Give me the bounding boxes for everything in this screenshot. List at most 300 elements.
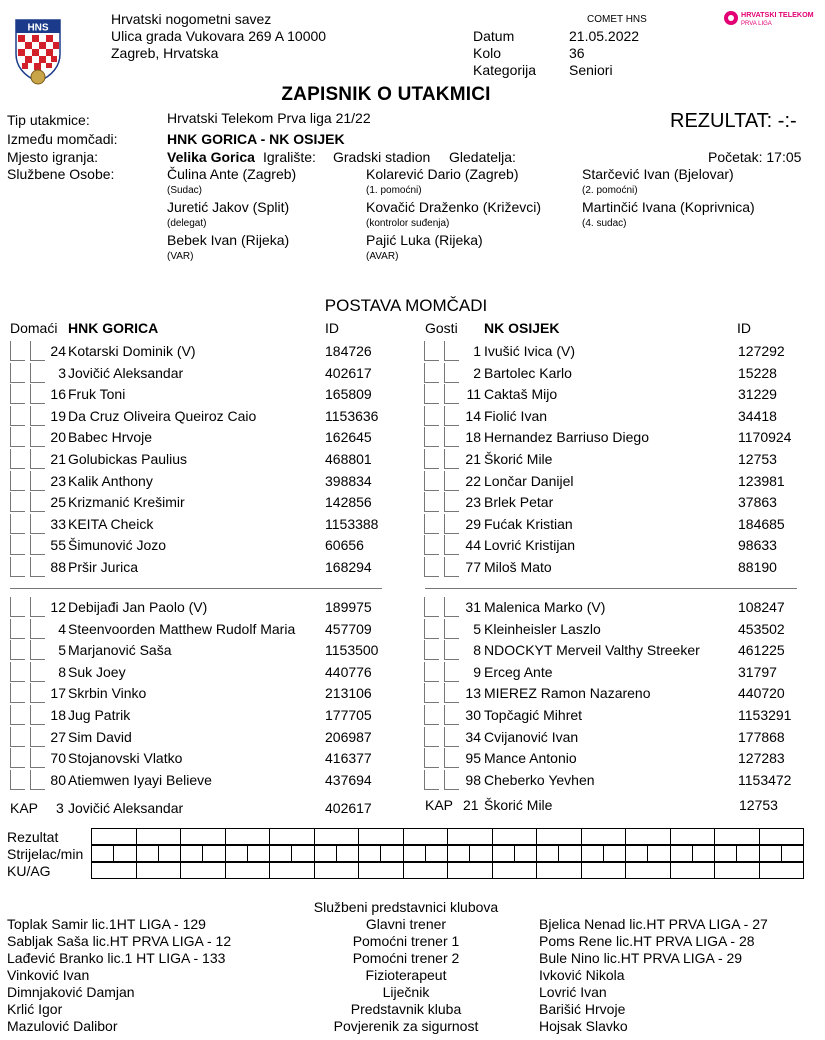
player-name: Sim David — [68, 728, 132, 745]
checkbox[interactable] — [424, 557, 439, 577]
grid-cell — [737, 846, 759, 862]
player-number: 20 — [50, 429, 66, 446]
player-name: Fruk Toni — [68, 386, 126, 403]
kolo-value: 36 — [569, 45, 585, 61]
checkbox[interactable] — [444, 535, 459, 555]
ht-logo-text-2: PRVA LIGA — [741, 21, 772, 27]
player-number: 3 — [58, 364, 66, 381]
checkbox[interactable] — [10, 770, 25, 790]
player-name: Erceg Ante — [484, 663, 553, 680]
grid-cell — [181, 829, 226, 845]
pocetak-value: 17:05 — [766, 149, 802, 165]
rep-role: Povjerenik za sigurnost — [333, 1018, 479, 1034]
player-id: 1153500 — [325, 642, 379, 659]
grid-cell — [448, 829, 493, 845]
pocetak-label: Početak: — [708, 149, 763, 165]
checkbox[interactable] — [424, 683, 439, 703]
grid-cell — [626, 863, 671, 879]
official-name: Pajić Luka (Rijeka) — [366, 232, 483, 248]
away-kap-id: 12753 — [739, 797, 778, 813]
grid-cell — [514, 846, 536, 862]
player-name: Miloš Mato — [484, 559, 552, 575]
player-name: Mance Antonio — [484, 750, 577, 767]
player-id: 206987 — [325, 728, 372, 745]
checkbox[interactable] — [444, 727, 459, 747]
player-number: 31 — [465, 599, 481, 615]
checkbox[interactable] — [424, 427, 439, 447]
away-rep: Poms Rene lic.HT PRVA LIGA - 28 — [539, 933, 755, 949]
player-id: 402617 — [325, 364, 372, 381]
gledatelja-label: Gledatelja: — [449, 149, 516, 165]
grid-label-kuag: KU/AG — [7, 863, 51, 879]
away-team-name: NK OSIJEK — [484, 320, 560, 336]
player-id: 123981 — [738, 472, 785, 489]
player-name: Škorić Mile — [484, 451, 553, 467]
player-number: 8 — [58, 663, 66, 680]
checkbox[interactable] — [30, 619, 45, 639]
checkbox[interactable] — [10, 341, 25, 361]
checkbox[interactable] — [30, 384, 45, 404]
player-name: Kleinheisler Laszlo — [484, 620, 601, 637]
home-rep: Krlić Igor — [7, 1001, 63, 1017]
checkbox[interactable] — [30, 535, 45, 555]
checkbox[interactable] — [10, 471, 25, 491]
grid-label-rezultat: Rezultat — [7, 829, 59, 845]
checkbox[interactable] — [444, 683, 459, 703]
official-role: (2. pomoćni) — [582, 185, 638, 196]
player-id: 184685 — [738, 515, 785, 532]
grid-cell — [492, 846, 514, 862]
player-id: 398834 — [325, 472, 372, 489]
ht-prva-liga-logo — [722, 6, 818, 32]
player-name: Fućak Kristian — [484, 515, 573, 532]
checkbox[interactable] — [444, 662, 459, 682]
club-reps-title: Službeni predstavnici klubova — [313, 899, 499, 915]
grid-cell — [225, 846, 247, 862]
player-name: Krizmanić Krešimir — [68, 494, 185, 511]
checkbox[interactable] — [444, 640, 459, 660]
home-kap-num: 3 — [56, 800, 64, 816]
checkbox[interactable] — [10, 427, 25, 447]
postava-title: POSTAVA MOMČADI — [324, 296, 488, 315]
grid-cell — [270, 846, 292, 862]
grid-cell — [270, 829, 315, 845]
player-id: 88190 — [738, 559, 777, 575]
grid-cell — [314, 863, 359, 879]
grid-cell — [492, 829, 537, 845]
org-name: Hrvatski nogometni savez — [111, 11, 272, 27]
player-number: 27 — [50, 728, 66, 745]
player-id: 461225 — [738, 642, 785, 659]
checkbox[interactable] — [424, 662, 439, 682]
player-name: KEITA Cheick — [68, 515, 154, 532]
checkbox[interactable] — [10, 514, 25, 534]
rezultat-value: -:- — [777, 110, 797, 132]
result-grid-row3 — [91, 862, 804, 879]
player-id: 437694 — [325, 771, 372, 788]
kolo-label: Kolo — [473, 45, 502, 61]
player-number: 95 — [465, 750, 481, 767]
crest-text: HNS — [27, 22, 49, 34]
checkbox[interactable] — [30, 492, 45, 512]
checkbox[interactable] — [424, 748, 439, 768]
grid-cell — [603, 846, 625, 862]
checkbox[interactable] — [10, 492, 25, 512]
player-name: Skrbin Vinko — [68, 685, 147, 702]
checkbox[interactable] — [444, 384, 459, 404]
official-name: Starčević Ivan (Bjelovar) — [582, 166, 734, 182]
home-kap-id: 402617 — [325, 800, 372, 816]
checkbox[interactable] — [10, 449, 25, 469]
player-id: 468801 — [325, 451, 372, 467]
grid-cell — [92, 846, 114, 862]
player-name: Kotarski Dominik (V) — [68, 343, 196, 359]
checkbox[interactable] — [30, 748, 45, 768]
player-id: 213106 — [325, 685, 372, 702]
player-number: 88 — [50, 559, 66, 575]
hns-crest-logo — [14, 14, 62, 86]
away-side-label: Gosti — [425, 320, 458, 336]
home-rep: Mazulović Dalibor — [7, 1018, 118, 1034]
player-name: Jovičić Aleksandar — [68, 364, 184, 381]
home-rep: Toplak Samir lic.1HT LIGA - 129 — [7, 916, 206, 932]
checkbox[interactable] — [10, 597, 25, 617]
player-name: Cheberko Yevhen — [484, 771, 595, 788]
player-number: 22 — [465, 472, 481, 489]
player-number: 4 — [58, 620, 66, 637]
grid-cell — [381, 846, 403, 862]
player-name: Lončar Danijel — [484, 472, 574, 489]
player-number: 33 — [50, 515, 66, 532]
home-kap-label: KAP — [10, 800, 39, 816]
player-id: 168294 — [325, 559, 372, 575]
checkbox[interactable] — [424, 384, 439, 404]
player-id: 416377 — [325, 750, 372, 767]
player-id: 15228 — [738, 364, 777, 381]
checkbox[interactable] — [444, 406, 459, 426]
player-id: 1153388 — [325, 515, 379, 532]
grid-cell — [225, 829, 270, 845]
away-rep: Hojsak Slavko — [539, 1018, 628, 1034]
checkbox[interactable] — [10, 683, 25, 703]
home-side-label: Domaći — [10, 320, 58, 336]
grid-cell — [136, 863, 181, 879]
checkbox[interactable] — [30, 427, 45, 447]
checkbox[interactable] — [30, 471, 45, 491]
checkbox[interactable] — [30, 406, 45, 426]
grid-cell — [92, 863, 137, 879]
player-number: 9 — [473, 663, 481, 680]
mjesto-label: Mjesto igranja: — [7, 149, 99, 165]
checkbox[interactable] — [10, 640, 25, 660]
player-number: 98 — [465, 771, 481, 788]
grid-cell — [470, 846, 492, 862]
grid-cell — [92, 829, 137, 845]
player-number: 55 — [50, 537, 66, 554]
grid-cell — [670, 829, 715, 845]
checkbox[interactable] — [10, 384, 25, 404]
player-number: 80 — [50, 771, 66, 788]
checkbox[interactable] — [10, 662, 25, 682]
player-name: Cvijanović Ivan — [484, 728, 579, 745]
rep-role: Pomoćni trener 1 — [352, 933, 460, 949]
player-id: 127283 — [738, 750, 785, 767]
grid-cell — [225, 863, 270, 879]
player-number: 17 — [50, 685, 66, 702]
grid-cell — [448, 846, 470, 862]
checkbox[interactable] — [424, 640, 439, 660]
sluzbene-label: Službene Osobe: — [7, 166, 115, 182]
player-number: 8 — [473, 642, 481, 659]
grid-cell — [203, 846, 225, 862]
player-id: 457709 — [325, 620, 372, 637]
checkbox[interactable] — [424, 705, 439, 725]
away-rep: Bjelica Nenad lic.HT PRVA LIGA - 27 — [539, 916, 768, 932]
player-number: 1 — [473, 343, 481, 359]
player-name: Malenica Marko (V) — [484, 599, 606, 615]
mjesto-value: Velika Gorica — [167, 149, 255, 165]
player-id: 108247 — [738, 599, 785, 615]
checkbox[interactable] — [444, 449, 459, 469]
checkbox[interactable] — [10, 406, 25, 426]
player-id: 1153291 — [738, 707, 792, 723]
player-name: Ivušić Ivica (V) — [484, 343, 576, 359]
checkbox[interactable] — [30, 683, 45, 703]
org-address: Ulica grada Vukovara 269 A 10000 — [111, 28, 327, 44]
checkbox[interactable] — [10, 535, 25, 555]
player-number: 14 — [465, 407, 481, 424]
grid-label-strijelac: Strijelac/min — [7, 846, 84, 862]
player-name: MIEREZ Ramon Nazareno — [484, 685, 651, 702]
checkbox[interactable] — [424, 535, 439, 555]
checkbox[interactable] — [444, 427, 459, 447]
away-kap-name: Škorić Mile — [484, 797, 553, 813]
player-name: Stojanovski Vlatko — [68, 750, 183, 767]
player-id: 142856 — [325, 494, 372, 511]
away-rep: Ivković Nikola — [539, 967, 625, 983]
tip-label: Tip utakmice: — [7, 112, 90, 128]
home-rep: Vinković Ivan — [7, 967, 90, 983]
checkbox[interactable] — [10, 619, 25, 639]
home-rep: Lađević Branko lic.1 HT LIGA - 133 — [7, 950, 226, 966]
player-number: 2 — [473, 364, 481, 381]
player-id: 184726 — [325, 343, 372, 359]
checkbox[interactable] — [30, 640, 45, 660]
checkbox[interactable] — [30, 770, 45, 790]
grid-cell — [559, 846, 581, 862]
checkbox[interactable] — [444, 770, 459, 790]
rep-role: Fizioterapeut — [365, 967, 447, 983]
checkbox[interactable] — [424, 363, 439, 383]
kategorija-label: Kategorija — [473, 62, 537, 78]
player-id: 1153472 — [738, 771, 792, 788]
checkbox[interactable] — [10, 705, 25, 725]
grid-cell — [715, 863, 760, 879]
rep-role: Pomoćni trener 2 — [352, 950, 460, 966]
checkbox[interactable] — [444, 363, 459, 383]
away-kap-label: KAP — [425, 797, 454, 813]
grid-cell — [314, 846, 336, 862]
player-number: 21 — [465, 451, 481, 467]
rezultat-label: REZULTAT: — [670, 110, 773, 132]
player-number: 5 — [58, 642, 66, 659]
away-divider — [425, 588, 797, 589]
grid-cell — [537, 846, 559, 862]
player-number: 70 — [50, 750, 66, 767]
grid-cell — [114, 846, 136, 862]
grid-cell — [759, 863, 804, 879]
home-id-header: ID — [325, 320, 339, 336]
away-rep: Barišić Hrvoje — [539, 1001, 626, 1017]
igraliste-label: Igralište: — [263, 149, 316, 165]
player-number: 24 — [50, 343, 66, 359]
official-role: (Sudac) — [167, 185, 203, 196]
player-id: 60656 — [325, 537, 364, 554]
player-number: 29 — [465, 515, 481, 532]
player-number: 19 — [50, 407, 66, 424]
player-number: 13 — [465, 685, 481, 702]
player-number: 18 — [50, 707, 66, 723]
grid-cell — [247, 846, 269, 862]
player-id: 162645 — [325, 429, 372, 446]
checkbox[interactable] — [424, 597, 439, 617]
datum-label: Datum — [473, 28, 515, 44]
grid-cell — [181, 863, 226, 879]
grid-cell — [648, 846, 670, 862]
grid-cell — [181, 846, 203, 862]
checkbox[interactable] — [444, 705, 459, 725]
official-role: (1. pomoćni) — [366, 185, 422, 196]
checkbox[interactable] — [444, 514, 459, 534]
player-name: Kalik Anthony — [68, 472, 153, 489]
grid-cell — [359, 863, 404, 879]
grid-cell — [670, 863, 715, 879]
home-kap-name: Jovičić Aleksandar — [68, 800, 184, 816]
checkbox[interactable] — [30, 557, 45, 577]
player-number: 44 — [465, 537, 481, 554]
tip-value: Hrvatski Telekom Prva liga 21/22 — [167, 110, 371, 126]
checkbox[interactable] — [10, 363, 25, 383]
player-id: 177868 — [738, 728, 785, 745]
official-name: Martinčić Ivana (Koprivnica) — [582, 199, 755, 215]
player-number: 12 — [50, 599, 66, 615]
checkbox[interactable] — [444, 748, 459, 768]
kategorija-value: Seniori — [569, 62, 613, 78]
checkbox[interactable] — [444, 471, 459, 491]
grid-cell — [626, 846, 648, 862]
checkbox[interactable] — [444, 619, 459, 639]
comet-label: COMET HNS — [587, 14, 647, 25]
player-id: 189975 — [325, 599, 372, 615]
grid-cell — [715, 846, 737, 862]
player-name: Pršir Jurica — [68, 559, 139, 575]
rep-role: Liječnik — [382, 984, 430, 1000]
player-name: Lovrić Kristijan — [484, 537, 576, 554]
checkbox[interactable] — [30, 514, 45, 534]
checkbox[interactable] — [30, 341, 45, 361]
grid-cell — [715, 829, 760, 845]
checkbox[interactable] — [30, 662, 45, 682]
result-grid-row2 — [91, 845, 804, 862]
player-number: 30 — [465, 707, 481, 723]
grid-cell — [403, 829, 448, 845]
player-name: Atiemwen Iyayi Believe — [68, 771, 212, 788]
player-name: Jug Patrik — [68, 707, 131, 723]
checkbox[interactable] — [424, 514, 439, 534]
checkbox[interactable] — [30, 705, 45, 725]
player-number: 18 — [465, 429, 481, 446]
checkbox[interactable] — [424, 727, 439, 747]
grid-cell — [425, 846, 447, 862]
checkbox[interactable] — [10, 748, 25, 768]
grid-cell — [270, 863, 315, 879]
checkbox[interactable] — [424, 341, 439, 361]
checkbox[interactable] — [10, 557, 25, 577]
away-id-header: ID — [737, 320, 751, 336]
player-number: 77 — [465, 559, 481, 575]
checkbox[interactable] — [444, 597, 459, 617]
player-number: 34 — [465, 728, 481, 745]
checkbox[interactable] — [30, 727, 45, 747]
player-id: 453502 — [738, 620, 785, 637]
checkbox[interactable] — [444, 341, 459, 361]
checkbox[interactable] — [10, 727, 25, 747]
grid-cell — [492, 863, 537, 879]
home-divider — [10, 588, 382, 589]
checkbox[interactable] — [424, 770, 439, 790]
datum-value: 21.05.2022 — [569, 28, 640, 44]
player-number: 16 — [50, 386, 66, 403]
official-name: Juretić Jakov (Split) — [167, 199, 290, 215]
player-number: 25 — [50, 494, 66, 511]
grid-cell — [537, 863, 582, 879]
player-name: Marjanović Saša — [68, 642, 172, 659]
checkbox[interactable] — [424, 406, 439, 426]
player-name: Topčagić Mihret — [484, 707, 583, 723]
grid-cell — [292, 846, 314, 862]
player-number: 21 — [50, 451, 66, 467]
home-rep: Sabljak Saša lic.HT PRVA LIGA - 12 — [7, 933, 232, 949]
checkbox[interactable] — [424, 449, 439, 469]
player-id: 1153636 — [325, 407, 379, 424]
grid-cell — [136, 846, 158, 862]
official-name: Bebek Ivan (Rijeka) — [167, 232, 290, 248]
player-id: 127292 — [738, 343, 785, 359]
grid-cell — [136, 829, 181, 845]
grid-cell — [759, 829, 804, 845]
grid-cell — [314, 829, 359, 845]
checkbox[interactable] — [30, 363, 45, 383]
checkbox[interactable] — [424, 492, 439, 512]
player-number: 23 — [465, 494, 481, 511]
checkbox[interactable] — [424, 619, 439, 639]
grid-cell — [403, 863, 448, 879]
player-name: Šimunović Jozo — [68, 537, 167, 554]
official-role: (4. sudac) — [582, 218, 627, 229]
igraliste-value: Gradski stadion — [333, 149, 431, 165]
official-role: (VAR) — [167, 251, 194, 262]
player-id: 177705 — [325, 707, 372, 723]
izmedu-label: Između momčadi: — [7, 131, 118, 147]
checkbox[interactable] — [444, 557, 459, 577]
player-name: Hernandez Barriuso Diego — [484, 429, 649, 446]
checkbox[interactable] — [30, 449, 45, 469]
checkbox[interactable] — [444, 492, 459, 512]
checkbox[interactable] — [424, 471, 439, 491]
checkbox[interactable] — [30, 597, 45, 617]
grid-cell — [359, 829, 404, 845]
player-name: Babec Hrvoje — [68, 429, 153, 446]
